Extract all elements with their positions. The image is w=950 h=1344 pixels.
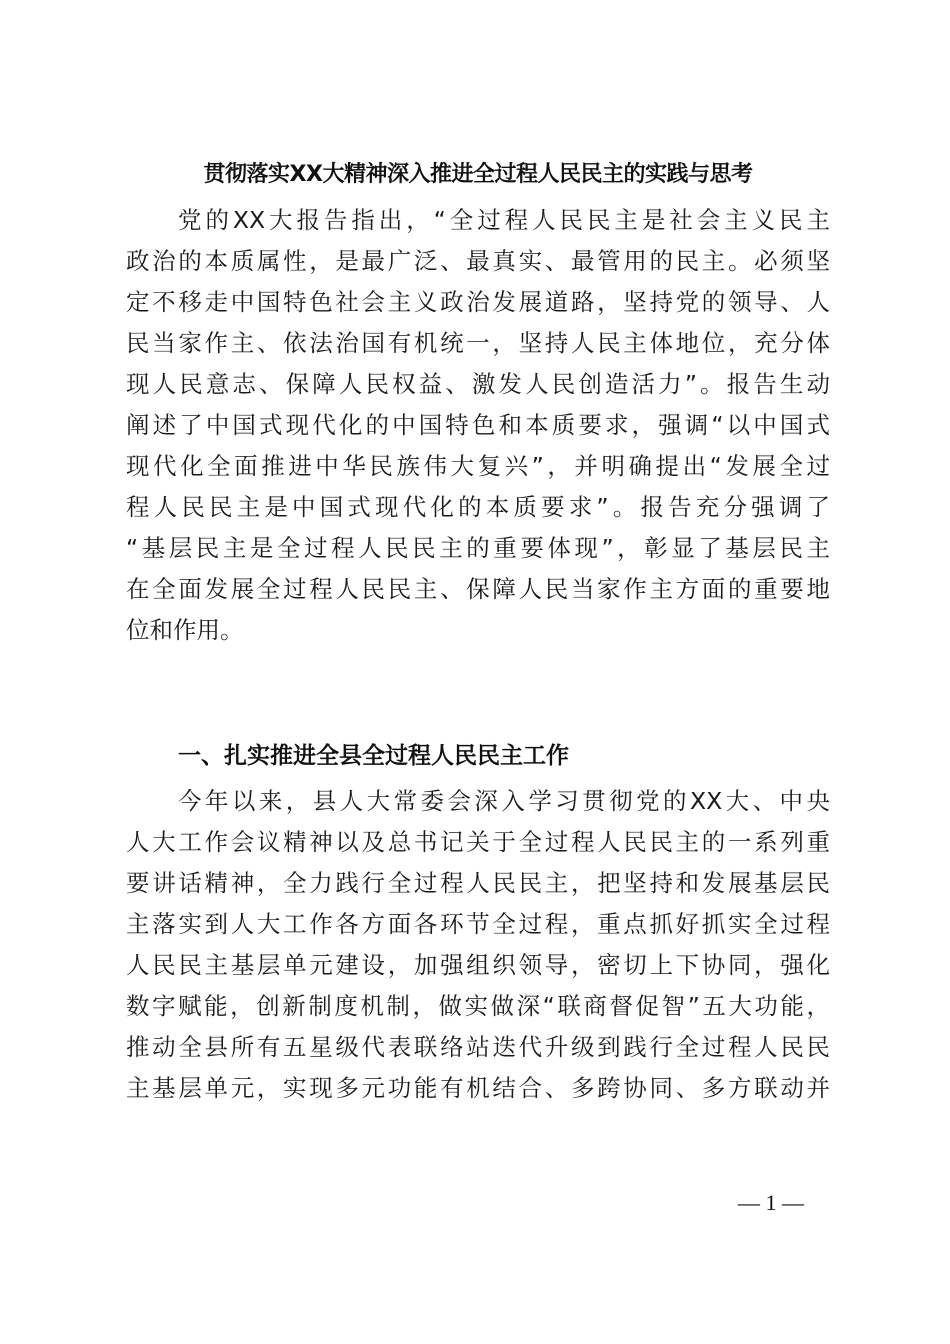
paragraph-line: 政治的本质属性，是最广泛、最真实、最管用的民主。必须坚 <box>126 247 830 275</box>
paragraph-line: 位和作用。 <box>126 616 244 644</box>
paragraph-line: 现人民意志、保障人民权益、激发人民创造活力”。报告生动 <box>126 370 830 398</box>
paragraph-line: 党的XX大报告指出，“全过程人民民主是社会主义民主 <box>178 206 830 234</box>
paragraph-line: “基层民主是全过程人民民主的重要体现”，彰显了基层民主 <box>126 534 830 562</box>
paragraph-line: 主基层单元，实现多元功能有机结合、多跨协同、多方联动并 <box>126 1074 830 1102</box>
paragraph-line: 现代化全面推进中华民族伟大复兴”，并明确提出“发展全过 <box>126 452 830 480</box>
paragraph-line: 定不移走中国特色社会主义政治发展道路，坚持党的领导、人 <box>126 288 830 316</box>
paragraph-line: 要讲话精神，全力践行全过程人民民主，把坚持和发展基层民 <box>126 869 830 897</box>
document-title: 贯彻落实XX大精神深入推进全过程人民民主的实践与思考 <box>203 162 753 187</box>
paragraph-line: 程人民民主是中国式现代化的本质要求”。报告充分强调了 <box>126 493 830 521</box>
paragraph-line: 人民民主基层单元建设，加强组织领导，密切上下协同，强化 <box>126 951 830 979</box>
paragraph-line: 今年以来，县人大常委会深入学习贯彻党的XX大、中央 <box>178 787 830 815</box>
paragraph-line: 在全面发展全过程人民民主、保障人民当家作主方面的重要地 <box>126 575 830 603</box>
paragraph-line: 数字赋能，创新制度机制，做实做深“联商督促智”五大功能， <box>126 992 830 1020</box>
paragraph-line: 推动全县所有五星级代表联络站迭代升级到践行全过程人民民 <box>126 1033 830 1061</box>
section-heading: 一、扎实推进全县全过程人民民主工作 <box>178 743 569 769</box>
paragraph-line: 阐述了中国式现代化的中国特色和本质要求，强调“以中国式 <box>126 411 830 439</box>
paragraph-line: 民当家作主、依法治国有机统一，坚持人民主体地位，充分体 <box>126 329 830 357</box>
paragraph-line: 主落实到人大工作各方面各环节全过程，重点抓好抓实全过程 <box>126 910 830 938</box>
paragraph-line: 人大工作会议精神以及总书记关于全过程人民民主的一系列重 <box>126 828 830 856</box>
page-number: — 1 — <box>738 1190 804 1215</box>
